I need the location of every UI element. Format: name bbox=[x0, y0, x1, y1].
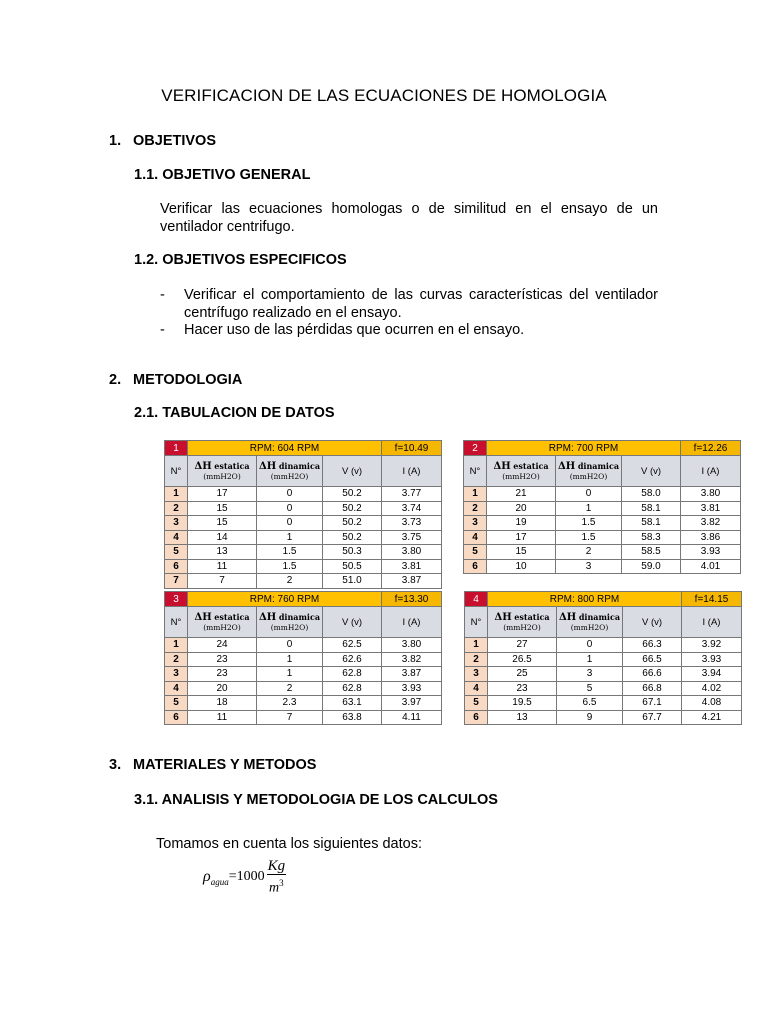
table-cell: 3.94 bbox=[682, 667, 742, 682]
table-cell: 2.3 bbox=[257, 696, 323, 711]
col-header-n: N° bbox=[464, 456, 487, 487]
table-cell: 50.5 bbox=[323, 559, 382, 574]
bullet-dash: - bbox=[160, 322, 165, 338]
col-header-dh-est bbox=[188, 456, 257, 487]
table-row bbox=[165, 516, 442, 531]
table-row bbox=[165, 681, 442, 696]
frequency-label: f=10.49 bbox=[382, 441, 442, 456]
table-cell: 6.5 bbox=[557, 696, 623, 711]
table-cell: 14 bbox=[188, 530, 257, 545]
table-cell: 1.5 bbox=[257, 559, 323, 574]
row-number: 5 bbox=[464, 545, 487, 560]
table-row bbox=[465, 652, 742, 667]
col-header-v: V (v) bbox=[622, 456, 681, 487]
table-cell: 63.1 bbox=[323, 696, 382, 711]
data-table-2 bbox=[463, 440, 741, 574]
delta-h-subscript: dinamica bbox=[278, 612, 321, 622]
col-header-dh-est bbox=[488, 607, 557, 638]
row-number: 4 bbox=[165, 530, 188, 545]
table-cell: 66.6 bbox=[623, 667, 682, 682]
objetivos-list bbox=[160, 287, 658, 340]
table-row bbox=[464, 516, 741, 531]
table-cell: 4.11 bbox=[382, 710, 442, 725]
table-cell: 58.1 bbox=[622, 501, 681, 516]
table-cell: 3.80 bbox=[382, 545, 442, 560]
page-title: VERIFICACION DE LAS ECUACIONES DE HOMOLOGIA bbox=[161, 86, 607, 105]
table-cell: 25 bbox=[488, 667, 557, 682]
table-cell: 0 bbox=[257, 501, 323, 516]
col-header-n: N° bbox=[165, 456, 188, 487]
table-row bbox=[464, 501, 741, 516]
subsection-objetivos-especificos: 1.2. OBJETIVOS ESPECIFICOS bbox=[134, 252, 347, 268]
table-cell: 19 bbox=[487, 516, 556, 531]
row-number: 2 bbox=[165, 652, 188, 667]
analisis-text: Tomamos en cuenta los siguientes datos: bbox=[156, 836, 422, 852]
row-number: 4 bbox=[165, 681, 188, 696]
table-cell: 4.02 bbox=[682, 681, 742, 696]
table-cell: 50.2 bbox=[323, 530, 382, 545]
col-header-v: V (v) bbox=[323, 607, 382, 638]
table-cell: 3.93 bbox=[382, 681, 442, 696]
section-label: MATERIALES Y METODOS bbox=[133, 757, 317, 773]
table-cell: 19.5 bbox=[488, 696, 557, 711]
table-cell: 3.97 bbox=[382, 696, 442, 711]
formula-denominator bbox=[269, 875, 284, 897]
delta-h-subscript: estatica bbox=[214, 461, 250, 471]
table-cell: 66.5 bbox=[623, 652, 682, 667]
row-number: 4 bbox=[464, 530, 487, 545]
table-cell: 7 bbox=[188, 574, 257, 589]
table-cell: 0 bbox=[257, 638, 323, 653]
table-cell: 1 bbox=[556, 501, 622, 516]
table-cell: 3.93 bbox=[681, 545, 741, 560]
row-number: 5 bbox=[165, 545, 188, 560]
col-header-dh-din bbox=[257, 607, 323, 638]
table-cell: 3.81 bbox=[382, 559, 442, 574]
table-cell: 20 bbox=[188, 681, 257, 696]
col-header-n: N° bbox=[165, 607, 188, 638]
table-cell: 1 bbox=[257, 530, 323, 545]
row-number: 3 bbox=[465, 667, 488, 682]
table-cell: 63.8 bbox=[323, 710, 382, 725]
table-cell: 50.2 bbox=[323, 516, 382, 531]
table-cell: 13 bbox=[488, 710, 557, 725]
unit-label: (mmH2O) bbox=[270, 623, 309, 632]
section-number: 2. bbox=[109, 372, 122, 388]
delta-h-symbol: ΔH bbox=[493, 461, 511, 472]
section-label: METODOLOGIA bbox=[133, 372, 243, 388]
table-cell: 3.73 bbox=[382, 516, 442, 531]
table-cell: 4.08 bbox=[682, 696, 742, 711]
table-row bbox=[165, 501, 442, 516]
table-cell: 24 bbox=[188, 638, 257, 653]
table-number: 2 bbox=[464, 441, 487, 456]
frequency-label: f=14.15 bbox=[682, 592, 742, 607]
row-number: 1 bbox=[464, 487, 487, 502]
table-cell: 3.87 bbox=[382, 667, 442, 682]
table-cell: 66.8 bbox=[623, 681, 682, 696]
table-header-row bbox=[465, 607, 742, 638]
table-cell: 3.93 bbox=[682, 652, 742, 667]
table-row bbox=[165, 487, 442, 502]
table-cell: 0 bbox=[257, 516, 323, 531]
frequency-label: f=13.30 bbox=[382, 592, 442, 607]
row-number: 5 bbox=[465, 696, 488, 711]
delta-h-symbol: ΔH bbox=[558, 612, 577, 623]
data-table-1 bbox=[164, 440, 442, 589]
table-cell: 4.21 bbox=[682, 710, 742, 725]
col-header-i: I (A) bbox=[681, 456, 741, 487]
table-row bbox=[165, 559, 442, 574]
col-header-i: I (A) bbox=[382, 607, 442, 638]
table-number: 1 bbox=[165, 441, 188, 456]
table-cell: 15 bbox=[487, 545, 556, 560]
row-number: 3 bbox=[165, 516, 188, 531]
row-number: 3 bbox=[464, 516, 487, 531]
table-cell: 67.1 bbox=[623, 696, 682, 711]
rpm-label: RPM: 760 RPM bbox=[188, 592, 382, 607]
table-row bbox=[165, 574, 442, 589]
section-label: OBJETIVOS bbox=[133, 133, 216, 149]
col-header-dh-din bbox=[556, 456, 622, 487]
table-cell: 58.3 bbox=[622, 530, 681, 545]
row-number: 4 bbox=[465, 681, 488, 696]
table-cell: 62.8 bbox=[323, 667, 382, 682]
rpm-label: RPM: 700 RPM bbox=[487, 441, 681, 456]
rpm-label: RPM: 604 RPM bbox=[188, 441, 382, 456]
table-cell: 18 bbox=[188, 696, 257, 711]
row-number: 2 bbox=[464, 501, 487, 516]
table-cell: 0 bbox=[557, 638, 623, 653]
formula-symbol: ρ bbox=[203, 868, 211, 886]
table-cell: 58.1 bbox=[622, 516, 681, 531]
table-cell: 9 bbox=[557, 710, 623, 725]
objetivo-general-text: Verificar las ecuaciones homologas o de similitud en el ensayo de un ventilador centrifugo. bbox=[160, 201, 658, 235]
table-cell: 3.77 bbox=[382, 487, 442, 502]
table-cell: 20 bbox=[487, 501, 556, 516]
section-materiales bbox=[109, 757, 316, 773]
delta-h-symbol: ΔH bbox=[557, 461, 576, 472]
table-row bbox=[165, 667, 442, 682]
formula-subscript: agua bbox=[210, 877, 229, 888]
delta-h-symbol: ΔH bbox=[194, 461, 212, 472]
table-row bbox=[464, 487, 741, 502]
table-cell: 62.5 bbox=[323, 638, 382, 653]
table-cell: 23 bbox=[188, 667, 257, 682]
table-cell: 3.74 bbox=[382, 501, 442, 516]
table-cell: 26.5 bbox=[488, 652, 557, 667]
delta-h-symbol: ΔH bbox=[258, 461, 277, 472]
table-cell: 11 bbox=[188, 559, 257, 574]
list-item bbox=[160, 322, 658, 340]
data-table-3 bbox=[164, 591, 442, 725]
table-cell: 3.87 bbox=[382, 574, 442, 589]
table-row bbox=[465, 681, 742, 696]
table-cell: 17 bbox=[188, 487, 257, 502]
data-table-4 bbox=[464, 591, 742, 725]
formula-den-base: m bbox=[269, 880, 280, 896]
delta-h-subscript: dinamica bbox=[278, 461, 321, 471]
table-cell: 4.01 bbox=[681, 559, 741, 574]
delta-h-symbol: ΔH bbox=[258, 612, 277, 623]
table-cell: 3 bbox=[557, 667, 623, 682]
col-header-dh-est bbox=[487, 456, 556, 487]
table-header-row bbox=[165, 607, 442, 638]
table-cell: 2 bbox=[257, 574, 323, 589]
frequency-label: f=12.26 bbox=[681, 441, 741, 456]
table-cell: 66.3 bbox=[623, 638, 682, 653]
row-number: 2 bbox=[465, 652, 488, 667]
formula-numerator: Kg bbox=[267, 858, 286, 874]
table-row bbox=[465, 667, 742, 682]
table-cell: 11 bbox=[188, 710, 257, 725]
row-number: 6 bbox=[464, 559, 487, 574]
table-cell: 1.5 bbox=[556, 530, 622, 545]
table-row bbox=[465, 696, 742, 711]
formula-fraction bbox=[267, 858, 287, 897]
table-cell: 62.6 bbox=[323, 652, 382, 667]
delta-h-symbol: ΔH bbox=[194, 612, 212, 623]
table-number: 4 bbox=[465, 592, 488, 607]
list-item bbox=[160, 287, 658, 322]
table-cell: 3 bbox=[556, 559, 622, 574]
table-row bbox=[165, 530, 442, 545]
subsection-objetivo-general: 1.1. OBJETIVO GENERAL bbox=[134, 167, 311, 183]
table-cell: 21 bbox=[487, 487, 556, 502]
table-cell: 27 bbox=[488, 638, 557, 653]
col-header-dh-din bbox=[257, 456, 323, 487]
table-cell: 2 bbox=[556, 545, 622, 560]
table-row bbox=[464, 559, 741, 574]
col-header-v: V (v) bbox=[323, 456, 382, 487]
section-metodologia bbox=[109, 372, 242, 388]
unit-label: (mmH2O) bbox=[503, 623, 541, 632]
row-number: 7 bbox=[165, 574, 188, 589]
table-cell: 62.8 bbox=[323, 681, 382, 696]
unit-label: (mmH2O) bbox=[203, 472, 241, 481]
subsection-tabulacion: 2.1. TABULACION DE DATOS bbox=[134, 405, 335, 421]
table-cell: 58.0 bbox=[622, 487, 681, 502]
delta-h-subscript: dinamica bbox=[577, 461, 620, 471]
table-row bbox=[465, 710, 742, 725]
table-row bbox=[165, 545, 442, 560]
table-cell: 7 bbox=[257, 710, 323, 725]
col-header-dh-est bbox=[188, 607, 257, 638]
col-header-n: N° bbox=[465, 607, 488, 638]
row-number: 3 bbox=[165, 667, 188, 682]
table-cell: 51.0 bbox=[323, 574, 382, 589]
table-number: 3 bbox=[165, 592, 188, 607]
unit-label: (mmH2O) bbox=[569, 472, 608, 481]
table-cell: 3.80 bbox=[681, 487, 741, 502]
table-cell: 1.5 bbox=[556, 516, 622, 531]
table-cell: 3.82 bbox=[681, 516, 741, 531]
formula-exponent: 3 bbox=[279, 878, 284, 888]
table-cell: 10 bbox=[487, 559, 556, 574]
table-cell: 3.86 bbox=[681, 530, 741, 545]
section-objetivos bbox=[109, 133, 216, 149]
table-cell: 1 bbox=[257, 667, 323, 682]
unit-label: (mmH2O) bbox=[270, 472, 309, 481]
col-header-i: I (A) bbox=[682, 607, 742, 638]
col-header-dh-din bbox=[557, 607, 623, 638]
section-number: 3. bbox=[109, 757, 122, 773]
row-number: 6 bbox=[465, 710, 488, 725]
bullet-dash: - bbox=[160, 287, 165, 303]
section-number: 1. bbox=[109, 133, 122, 149]
table-row bbox=[465, 638, 742, 653]
table-row bbox=[464, 545, 741, 560]
table-cell: 3.75 bbox=[382, 530, 442, 545]
table-cell: 3.81 bbox=[681, 501, 741, 516]
density-formula bbox=[203, 858, 286, 897]
table-cell: 67.7 bbox=[623, 710, 682, 725]
table-cell: 1 bbox=[557, 652, 623, 667]
row-number: 6 bbox=[165, 710, 188, 725]
table-cell: 0 bbox=[257, 487, 323, 502]
col-header-i: I (A) bbox=[382, 456, 442, 487]
table-row bbox=[165, 710, 442, 725]
table-cell: 50.2 bbox=[323, 487, 382, 502]
table-cell: 2 bbox=[257, 681, 323, 696]
table-header-row bbox=[165, 456, 442, 487]
unit-label: (mmH2O) bbox=[502, 472, 540, 481]
row-number: 1 bbox=[465, 638, 488, 653]
row-number: 5 bbox=[165, 696, 188, 711]
delta-h-subscript: estatica bbox=[514, 612, 550, 622]
table-cell: 17 bbox=[487, 530, 556, 545]
row-number: 2 bbox=[165, 501, 188, 516]
table-header-row bbox=[464, 456, 741, 487]
delta-h-subscript: dinamica bbox=[578, 612, 621, 622]
list-item-text: Verificar el comportamiento de las curvas características del ventilador centrífugo realizado en el ensayo. bbox=[184, 287, 658, 321]
table-row bbox=[165, 652, 442, 667]
delta-h-subscript: estatica bbox=[513, 461, 549, 471]
table-cell: 13 bbox=[188, 545, 257, 560]
table-row bbox=[464, 530, 741, 545]
rpm-label: RPM: 800 RPM bbox=[488, 592, 682, 607]
table-row bbox=[165, 638, 442, 653]
table-cell: 3.80 bbox=[382, 638, 442, 653]
table-cell: 1 bbox=[257, 652, 323, 667]
table-cell: 15 bbox=[188, 501, 257, 516]
list-item-text: Hacer uso de las pérdidas que ocurren en el ensayo. bbox=[184, 322, 525, 338]
table-cell: 59.0 bbox=[622, 559, 681, 574]
row-number: 1 bbox=[165, 487, 188, 502]
table-cell: 5 bbox=[557, 681, 623, 696]
table-cell: 1.5 bbox=[257, 545, 323, 560]
table-cell: 50.2 bbox=[323, 501, 382, 516]
delta-h-symbol: ΔH bbox=[494, 612, 512, 623]
table-cell: 0 bbox=[556, 487, 622, 502]
table-cell: 58.5 bbox=[622, 545, 681, 560]
subsection-analisis: 3.1. ANALISIS Y METODOLOGIA DE LOS CALCULOS bbox=[134, 792, 498, 808]
table-cell: 50.3 bbox=[323, 545, 382, 560]
col-header-v: V (v) bbox=[623, 607, 682, 638]
formula-equals: =1000 bbox=[228, 869, 265, 885]
table-cell: 15 bbox=[188, 516, 257, 531]
unit-label: (mmH2O) bbox=[203, 623, 241, 632]
table-cell: 23 bbox=[488, 681, 557, 696]
row-number: 6 bbox=[165, 559, 188, 574]
delta-h-subscript: estatica bbox=[214, 612, 250, 622]
table-cell: 3.82 bbox=[382, 652, 442, 667]
table-row bbox=[165, 696, 442, 711]
row-number: 1 bbox=[165, 638, 188, 653]
unit-label: (mmH2O) bbox=[570, 623, 609, 632]
table-cell: 3.92 bbox=[682, 638, 742, 653]
table-cell: 23 bbox=[188, 652, 257, 667]
